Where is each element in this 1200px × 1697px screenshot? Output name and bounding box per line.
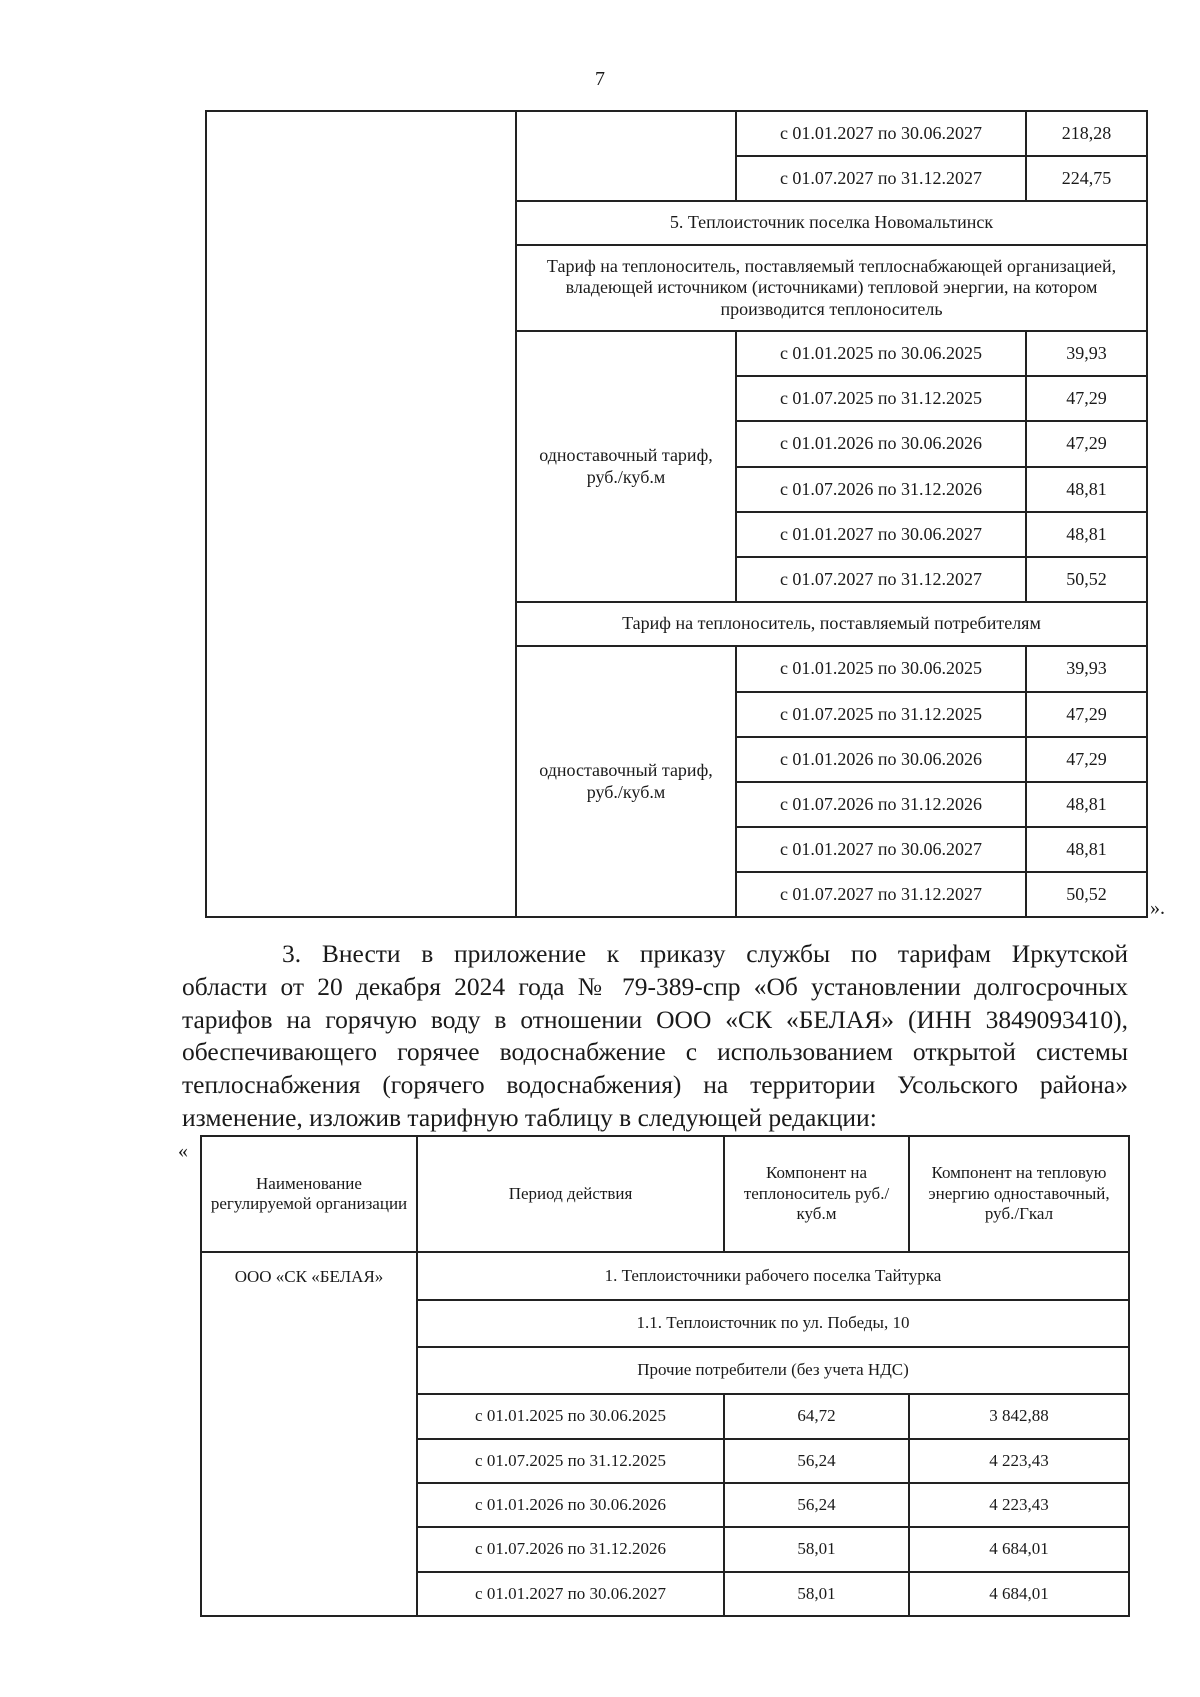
hot-water-tariff-table bbox=[200, 1135, 1130, 1617]
value-cell: 39,93 bbox=[1026, 646, 1147, 692]
carrier-value: 56,24 bbox=[724, 1483, 909, 1527]
carrier-value: 58,01 bbox=[724, 1527, 909, 1572]
value-cell: 224,75 bbox=[1026, 156, 1147, 201]
tariff-table-continuation bbox=[205, 110, 1148, 918]
page-number: 7 bbox=[595, 68, 605, 90]
paragraph-line: обеспечивающего горячее водоснабжение с использованием открытой системы bbox=[182, 1037, 1128, 1067]
value-cell: 48,81 bbox=[1026, 782, 1147, 827]
period-cell: с 01.01.2026 по 30.06.2026 bbox=[736, 737, 1026, 782]
closing-quote-mark: ». bbox=[1150, 897, 1165, 919]
value-cell: 50,52 bbox=[1026, 557, 1147, 602]
tariff-type-label: одноставочный тариф, руб./куб.м bbox=[516, 331, 736, 602]
value-cell: 47,29 bbox=[1026, 737, 1147, 782]
header-organization: Наименование регулируемой организации bbox=[201, 1136, 417, 1252]
period-cell: с 01.07.2026 по 31.12.2026 bbox=[736, 782, 1026, 827]
value-cell: 50,52 bbox=[1026, 872, 1147, 917]
period-cell: с 01.07.2025 по 31.12.2025 bbox=[736, 376, 1026, 421]
value-cell: 47,29 bbox=[1026, 692, 1147, 737]
value-cell: 48,81 bbox=[1026, 512, 1147, 557]
period-cell: с 01.07.2026 по 31.12.2026 bbox=[417, 1527, 724, 1572]
period-cell: с 01.01.2025 по 30.06.2025 bbox=[417, 1394, 724, 1439]
period-cell: с 01.07.2025 по 31.12.2025 bbox=[417, 1439, 724, 1483]
subsection-title: 1.1. Теплоисточник по ул. Победы, 10 bbox=[417, 1300, 1129, 1347]
energy-value: 4 684,01 bbox=[909, 1527, 1129, 1572]
period-cell: с 01.01.2027 по 30.06.2027 bbox=[736, 512, 1026, 557]
carrier-value: 64,72 bbox=[724, 1394, 909, 1439]
period-cell: с 01.01.2025 по 30.06.2025 bbox=[736, 646, 1026, 692]
opening-quote-mark: « bbox=[178, 1140, 188, 1162]
organization-name: ООО «СК «БЕЛАЯ» bbox=[201, 1252, 417, 1616]
energy-value: 3 842,88 bbox=[909, 1394, 1129, 1439]
value-cell: 47,29 bbox=[1026, 421, 1147, 467]
header-energy-component: Компонент на тепловую энергию одноставочный, руб./Гкал bbox=[909, 1136, 1129, 1252]
period-cell: с 01.01.2025 по 30.06.2025 bbox=[736, 331, 1026, 376]
paragraph-line: 3. Внести в приложение к приказу службы по тарифам Иркутской bbox=[282, 939, 1128, 968]
section-title: 1. Теплоисточники рабочего поселка Тайтурка bbox=[417, 1252, 1129, 1300]
value-cell: 47,29 bbox=[1026, 376, 1147, 421]
period-cell: с 01.01.2026 по 30.06.2026 bbox=[736, 421, 1026, 467]
paragraph-line: тарифов на горячую воду в отношении ООО «СК «БЕЛАЯ» (ИНН 3849093410), bbox=[182, 1004, 1128, 1034]
period-cell: с 01.07.2025 по 31.12.2025 bbox=[736, 692, 1026, 737]
value-cell: 48,81 bbox=[1026, 827, 1147, 872]
period-cell: с 01.07.2027 по 31.12.2027 bbox=[736, 872, 1026, 917]
energy-value: 4 223,43 bbox=[909, 1483, 1129, 1527]
header-period: Период действия bbox=[417, 1136, 724, 1252]
period-cell: с 01.01.2026 по 30.06.2026 bbox=[417, 1483, 724, 1527]
empty-organization-cell bbox=[206, 111, 516, 917]
header-carrier-component: Компонент на теплоноситель руб./куб.м bbox=[724, 1136, 909, 1252]
carrier-value: 58,01 bbox=[724, 1572, 909, 1616]
carrier-value: 56,24 bbox=[724, 1439, 909, 1483]
tariff-type-label: одноставочный тариф, руб./куб.м bbox=[516, 646, 736, 917]
period-cell: с 01.01.2027 по 30.06.2027 bbox=[736, 111, 1026, 156]
value-cell: 39,93 bbox=[1026, 331, 1147, 376]
paragraph-line: области от 20 декабря 2024 года № 79-389-спр «Об установлении долгосрочных bbox=[182, 971, 1128, 1001]
section-title: 5. Теплоисточник поселка Новомальтинск bbox=[516, 201, 1147, 245]
block-title: Тариф на теплоноситель, поставляемый потребителям bbox=[516, 602, 1147, 646]
period-cell: с 01.07.2026 по 31.12.2026 bbox=[736, 467, 1026, 512]
period-cell: с 01.01.2027 по 30.06.2027 bbox=[417, 1572, 724, 1616]
empty-label-cell bbox=[516, 111, 736, 201]
period-cell: с 01.01.2027 по 30.06.2027 bbox=[736, 827, 1026, 872]
paragraph-line: изменение, изложив тарифную таблицу в следующей редакции: bbox=[182, 1102, 877, 1132]
paragraph-line: теплоснабжения (горячего водоснабжения) на территории Усольского района» bbox=[182, 1070, 1128, 1100]
energy-value: 4 684,01 bbox=[909, 1572, 1129, 1616]
amendment-paragraph bbox=[182, 938, 1128, 1135]
block-title: Тариф на теплоноситель, поставляемый теплоснабжающей организацией, владеющей источником (источниками) тепловой энергии, на котором производится теплоноситель bbox=[516, 245, 1147, 331]
value-cell: 218,28 bbox=[1026, 111, 1147, 156]
value-cell: 48,81 bbox=[1026, 467, 1147, 512]
group-title: Прочие потребители (без учета НДС) bbox=[417, 1347, 1129, 1394]
period-cell: с 01.07.2027 по 31.12.2027 bbox=[736, 156, 1026, 201]
energy-value: 4 223,43 bbox=[909, 1439, 1129, 1483]
period-cell: с 01.07.2027 по 31.12.2027 bbox=[736, 557, 1026, 602]
